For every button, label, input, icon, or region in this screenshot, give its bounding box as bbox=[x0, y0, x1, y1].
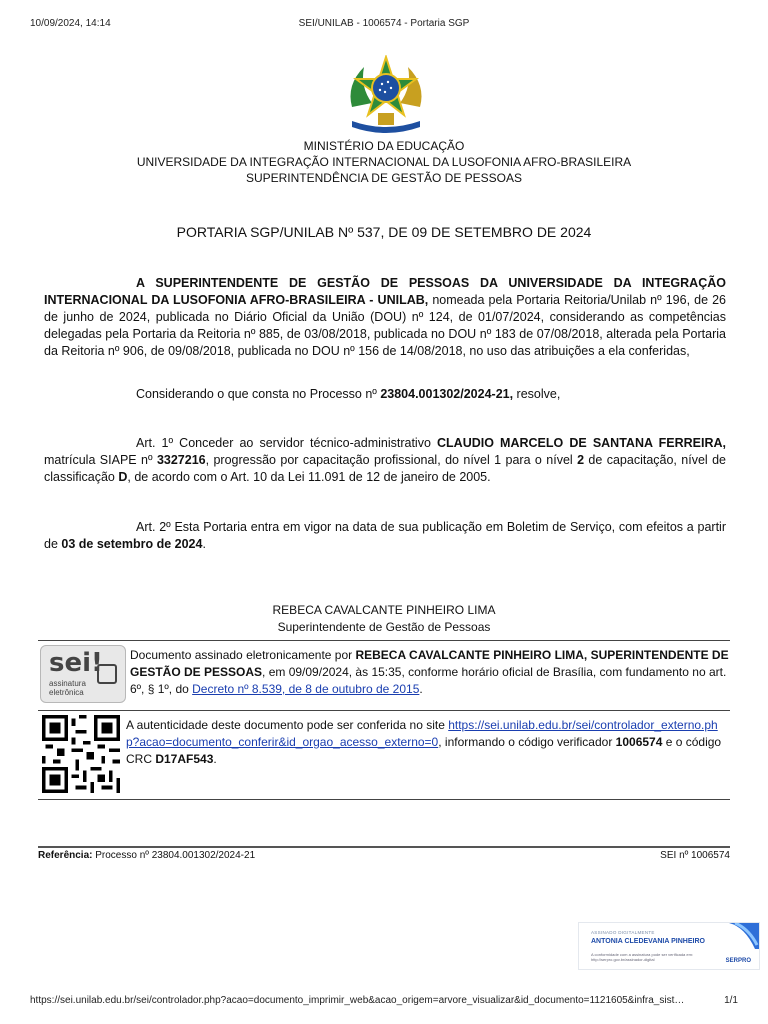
sei-number: SEI nº 1006574 bbox=[660, 850, 730, 861]
print-url: https://sei.unilab.edu.br/sei/controlador.php?acao=documento_imprimir_web&acao_origem=arvore_visualizar&id_documento=1121605&infra_sist… bbox=[30, 995, 685, 1006]
verification-link[interactable]: https://sei.unilab.edu.br/sei/controlador_externo.php?acao=documento_conferir&id_orgao_acesso_externo=0 bbox=[126, 718, 718, 749]
auth-text: . bbox=[213, 752, 217, 766]
effective-date: 03 de setembro de 2024 bbox=[61, 537, 203, 551]
sei-signature-logo bbox=[40, 645, 126, 703]
preamble-bold: A SUPERINTENDENTE DE GESTÃO DE PESSOAS DA UNIVERSIDADE DA INTEGRAÇÃO INTERNACIONAL DA LUSOFONIA AFRO-BRASILEIRA - UNILAB, bbox=[44, 276, 726, 307]
lock-icon bbox=[97, 664, 117, 684]
stamp-header: ASSINADO DIGITALMENTE bbox=[591, 930, 655, 935]
sig-signer: REBECA CAVALCANTE PINHEIRO LIMA, SUPERINTENDENTE DE GESTÃO DE PESSOAS bbox=[130, 648, 729, 679]
verification-code: 1006574 bbox=[615, 735, 663, 749]
signature-block bbox=[40, 602, 728, 636]
stamp-signer: ANTONIA CLEDEVANIA PINHEIRO bbox=[591, 938, 705, 945]
institution-heading bbox=[40, 138, 728, 186]
print-footer bbox=[30, 995, 738, 1009]
reference-value: Processo nº 23804.001302/2024-21 bbox=[92, 850, 256, 861]
authenticity-statement bbox=[126, 717, 730, 768]
classification-level: D bbox=[118, 470, 128, 484]
crc-code: D17AF543 bbox=[155, 752, 214, 766]
art1-text: , de acordo com o Art. 10 da Lei 11.091 de 12 de janeiro de 2005. bbox=[127, 470, 491, 484]
auth-text: A autenticidade deste documento pode ser conferida no site bbox=[126, 718, 449, 732]
sig-text: Documento assinado eletronicamente por bbox=[130, 648, 356, 662]
sei-logo-line2: eletrônica bbox=[49, 688, 84, 697]
serpro-digital-signature-stamp bbox=[578, 922, 760, 970]
sig-text: . bbox=[419, 682, 423, 696]
print-datetime: 10/09/2024, 14:14 bbox=[30, 18, 111, 29]
considerando-text: Considerando o que consta no Processo nº bbox=[136, 387, 381, 401]
auth-text: e o código CRC bbox=[126, 735, 722, 766]
article-2 bbox=[44, 519, 726, 553]
art1-text: matrícula SIAPE nº bbox=[44, 453, 157, 467]
reference-label: Referência: bbox=[38, 850, 93, 861]
sei-logo-subtitle bbox=[49, 679, 86, 697]
authenticity-box bbox=[38, 710, 730, 800]
auth-text: , informando o código verificador bbox=[438, 735, 616, 749]
print-header bbox=[30, 18, 738, 32]
signer-role: Superintendente de Gestão de Pessoas bbox=[277, 620, 491, 634]
process-number: 23804.001302/2024-21, bbox=[380, 387, 514, 401]
brazil-coat-of-arms-icon bbox=[342, 55, 430, 135]
sei-logo-line1: assinatura bbox=[49, 679, 86, 688]
preamble-paragraph bbox=[44, 275, 726, 360]
department-name: SUPERINTENDÊNCIA DE GESTÃO DE PESSOAS bbox=[245, 171, 523, 185]
siape-number: 3327216 bbox=[156, 453, 206, 467]
art1-text: Art. 1º Conceder ao servidor técnico-administrativo bbox=[136, 436, 438, 450]
electronic-signature-box bbox=[38, 640, 730, 709]
art1-text: de capacitação, nível de classificação bbox=[44, 453, 726, 484]
reference-divider bbox=[38, 846, 730, 848]
sei-logo-word: sei! bbox=[49, 648, 103, 678]
signature-statement bbox=[130, 647, 730, 698]
art2-text: Art. 2º Esta Portaria entra em vigor na data de sua publicação em Boletim de Serviço, com efeitos a partir de bbox=[44, 520, 726, 551]
serpro-logo: SERPRO bbox=[725, 958, 751, 964]
art1-text: , progressão por capacitação profissional, do nível 1 para o nível bbox=[205, 453, 578, 467]
preamble-text: nomeada pela Portaria Reitoria/Unilab nº 196, de 26 de junho de 2024, publicada no Diário Oficial da União (DOU) nº 124, de 01/07/2024, considerando as competências delegadas pela Portaria da Reitoria nº 885, de 03/08/2018, publicada no DOU nº 183 de 07/08/2018, alterada pela Portaria da Reitoria nº 906, de 09/08/2018, publicada no DOU nº 156 de 14/08/2018, no uso das atribuições a ela conferidas, bbox=[44, 293, 727, 358]
stamp-note: A conformidade com a assinatura pode ser verificada em: http://serpro.gov.br/assinador-digital bbox=[591, 952, 694, 962]
art2-text: . bbox=[202, 537, 206, 551]
sig-text: , em 09/09/2024, às 15:35, conforme horário oficial de Brasília, com fundamento no art. 6º, § 1º, do bbox=[130, 665, 727, 696]
reference-line bbox=[38, 850, 730, 861]
decree-link[interactable]: Decreto nº 8.539, de 8 de outubro de 2015 bbox=[192, 682, 420, 696]
server-name: CLAUDIO MARCELO DE SANTANA FERREIRA, bbox=[437, 436, 726, 450]
article-1 bbox=[44, 435, 726, 486]
capacitation-level: 2 bbox=[577, 453, 585, 467]
print-page-number: 1/1 bbox=[724, 995, 738, 1006]
document-title: PORTARIA SGP/UNILAB Nº 537, DE 09 DE SETEMBRO DE 2024 bbox=[176, 224, 592, 240]
considerando-resolve: resolve, bbox=[513, 387, 561, 401]
qr-code-icon bbox=[40, 715, 122, 793]
print-page-title: SEI/UNILAB - 1006574 - Portaria SGP bbox=[298, 18, 470, 29]
stamp-arc-icon bbox=[715, 923, 759, 951]
considerando-paragraph bbox=[44, 386, 726, 403]
university-name: UNIVERSIDADE DA INTEGRAÇÃO INTERNACIONAL DA LUSOFONIA AFRO-BRASILEIRA bbox=[136, 155, 632, 169]
signer-name: REBECA CAVALCANTE PINHEIRO LIMA bbox=[272, 603, 496, 617]
ministry-name: MINISTÉRIO DA EDUCAÇÃO bbox=[303, 139, 465, 153]
